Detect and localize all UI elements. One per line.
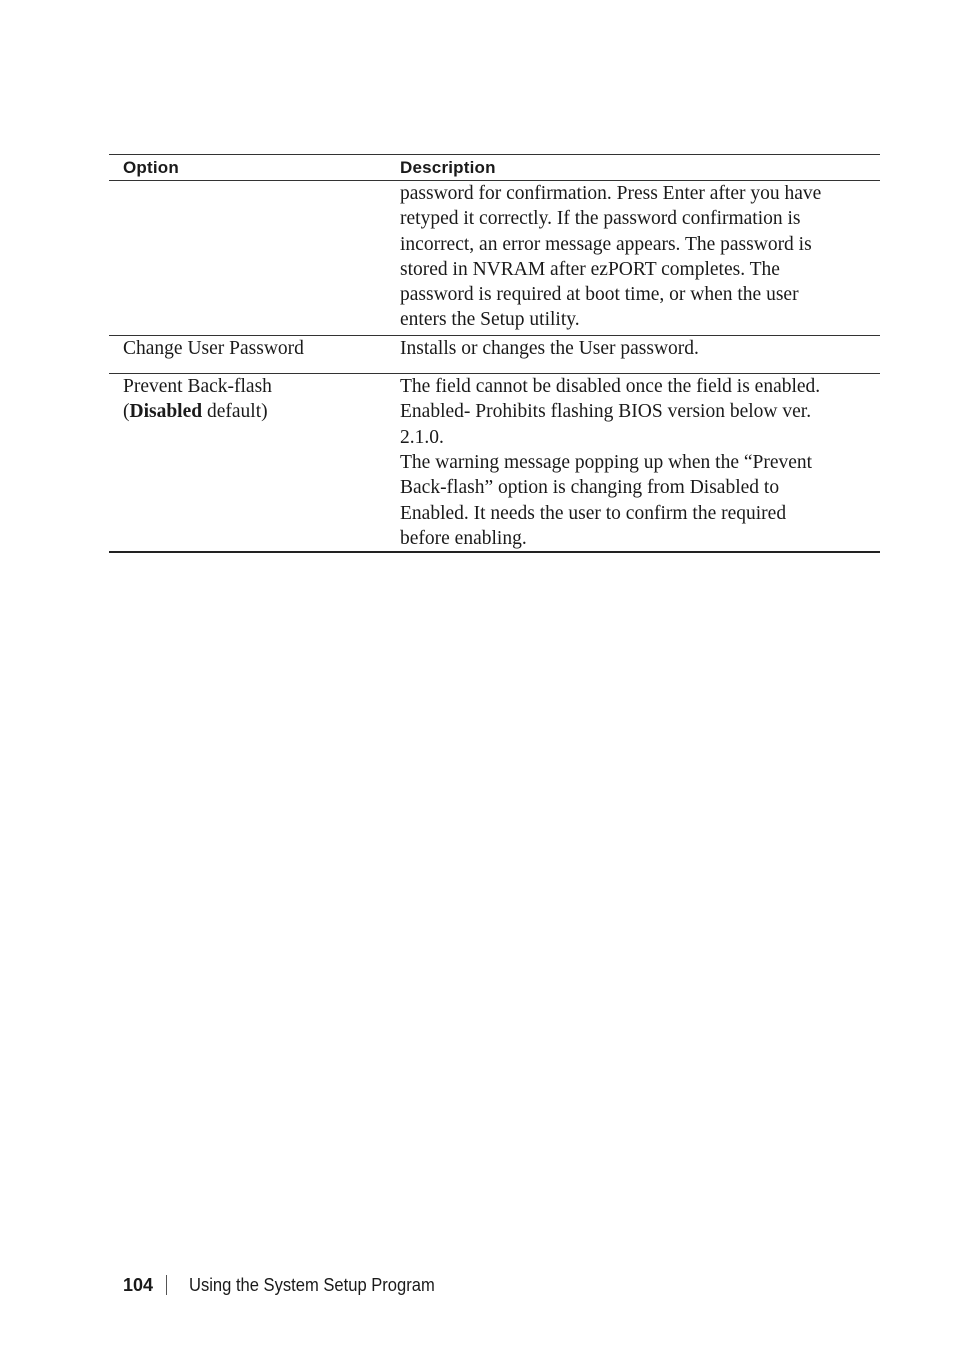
description-line: The field cannot be disabled once the field is enabled.	[400, 376, 821, 398]
description-line: stored in NVRAM after ezPORT completes. The	[400, 258, 780, 280]
description-cell	[386, 336, 880, 361]
default-suffix: default)	[202, 401, 268, 423]
description-line: password is required at boot time, or when the user	[400, 284, 799, 306]
table-row	[109, 335, 880, 373]
paren-open: (	[123, 401, 130, 423]
description-line: Back-flash” option is changing from Disabled to	[400, 477, 780, 499]
description-line: Enabled. It needs the user to confirm the required	[400, 502, 787, 524]
section-title: Using the System Setup Program	[189, 1274, 435, 1295]
header-description: Description	[400, 157, 496, 177]
page-footer	[123, 1272, 456, 1298]
description-line: enters the Setup utility.	[400, 309, 580, 331]
option-cell	[109, 336, 386, 361]
description-line: The warning message popping up when the “Prevent	[400, 451, 813, 473]
option-cell	[109, 374, 386, 551]
option-cell	[109, 181, 386, 333]
description-cell	[386, 181, 880, 333]
description-line: retyped it correctly. If the password confirmation is	[400, 208, 801, 230]
description-line: password for confirmation. Press Enter after you have	[400, 183, 822, 204]
description-line: before enabling.	[400, 527, 527, 549]
page-number: 104	[123, 1274, 154, 1295]
description-line: 2.1.0.	[400, 426, 444, 448]
description-line: Enabled- Prohibits flashing BIOS version below ver.	[400, 401, 812, 423]
footer-separator	[166, 1275, 167, 1295]
table-header	[109, 155, 880, 181]
table-row	[109, 181, 880, 335]
option-name: Prevent Back-flash	[123, 376, 272, 398]
description-line: incorrect, an error message appears. The password is	[400, 233, 812, 255]
description-line: Installs or changes the User password.	[400, 337, 699, 359]
header-option: Option	[123, 157, 179, 177]
option-default	[123, 399, 386, 424]
table-row	[109, 373, 880, 551]
default-value: Disabled	[129, 401, 203, 423]
options-table	[109, 154, 880, 553]
option-name: Change User Password	[123, 337, 304, 359]
description-cell	[386, 374, 880, 551]
